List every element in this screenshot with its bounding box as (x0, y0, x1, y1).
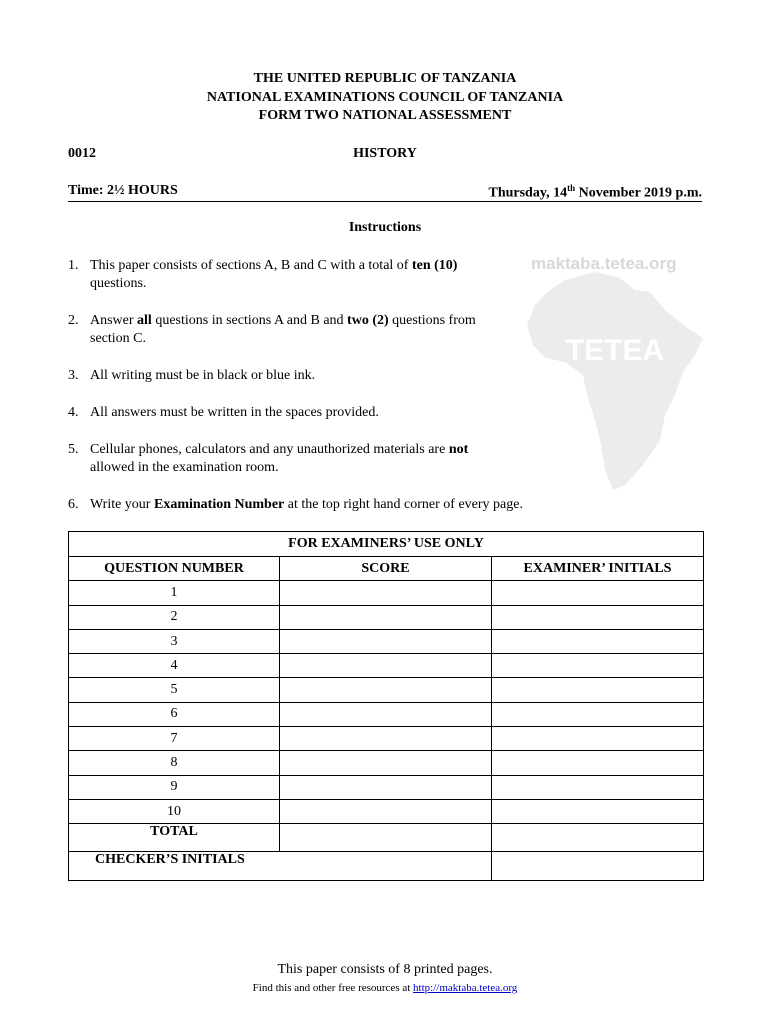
question-number: 9 (69, 775, 280, 799)
total-label: TOTAL (69, 824, 280, 852)
score-cell (280, 727, 492, 751)
instruction-2: 2. Answer all questions in sections A and B and two (2) questions from section C. (68, 313, 476, 346)
instruction-6: 6. Write your Examination Number at the top right hand corner of every page. (68, 497, 523, 512)
instruction-1: 1. This paper consists of sections A, B and C with a total of ten (10) questions. (68, 258, 458, 291)
initials-cell (492, 727, 704, 751)
instruction-3: 3. All writing must be in black or blue ink. (68, 368, 316, 383)
header-line-2: NATIONAL EXAMINATIONS COUNCIL OF TANZANIA (206, 90, 564, 105)
instruction-4: 4. All answers must be written in the spaces provided. (68, 405, 379, 420)
tetea-watermark (525, 250, 705, 495)
paper-subject: HISTORY (353, 146, 417, 161)
col-score: SCORE (280, 557, 492, 581)
table-row (69, 702, 704, 726)
score-cell (280, 654, 492, 678)
score-cell (280, 605, 492, 629)
score-cell (280, 581, 492, 605)
table-row (69, 605, 704, 629)
page-count: This paper consists of 8 printed pages. (277, 962, 493, 977)
table-row (69, 727, 704, 751)
score-cell (280, 751, 492, 775)
question-number: 5 (69, 678, 280, 702)
resource-link[interactable]: http://maktaba.tetea.org (413, 982, 518, 994)
time-allowed: Time: 2½ HOURS (68, 183, 178, 198)
col-examiner-initials: EXAMINER’ INITIALS (492, 557, 704, 581)
question-number: 7 (69, 727, 280, 751)
score-cell (280, 775, 492, 799)
initials-cell (492, 751, 704, 775)
table-row (69, 775, 704, 799)
total-score-cell (280, 824, 492, 852)
question-number: 3 (69, 629, 280, 653)
watermark-site: maktaba.tetea.org (531, 254, 677, 273)
table-title: FOR EXAMINERS’ USE ONLY (69, 532, 704, 557)
table-row (69, 654, 704, 678)
initials-cell (492, 605, 704, 629)
table-row (69, 751, 704, 775)
score-cell (280, 678, 492, 702)
col-question-number: QUESTION NUMBER (69, 557, 280, 581)
initials-cell (492, 799, 704, 823)
table-row (69, 678, 704, 702)
question-number: 1 (69, 581, 280, 605)
table-row (69, 799, 704, 823)
paper-code: 0012 (68, 146, 96, 161)
initials-cell (492, 678, 704, 702)
instructions-heading: Instructions (348, 220, 422, 235)
resource-note: Find this and other free resources at http://maktaba.tetea.org (252, 982, 518, 994)
table-row (69, 581, 704, 605)
initials-cell (492, 654, 704, 678)
question-number: 2 (69, 605, 280, 629)
header-line-1: THE UNITED REPUBLIC OF TANZANIA (253, 71, 517, 86)
instruction-5: 5. Cellular phones, calculators and any unauthorized materials are not allowed in the examination room. (68, 442, 469, 475)
score-cell (280, 702, 492, 726)
score-cell (280, 799, 492, 823)
svg-text:TETEA: TETEA (565, 334, 665, 367)
exam-date: Thursday, 14th November 2019 p.m. (488, 183, 702, 201)
total-initials-cell (492, 824, 704, 852)
africa-map-icon (525, 250, 705, 495)
initials-cell (492, 581, 704, 605)
checker-initials-cell (492, 852, 704, 881)
initials-cell (492, 702, 704, 726)
question-number: 4 (69, 654, 280, 678)
score-cell (280, 629, 492, 653)
examiners-table (68, 531, 704, 881)
table-row (69, 629, 704, 653)
header-line-3: FORM TWO NATIONAL ASSESSMENT (258, 108, 512, 123)
initials-cell (492, 775, 704, 799)
question-number: 10 (69, 799, 280, 823)
checker-initials-label: CHECKER’S INITIALS (69, 852, 492, 881)
initials-cell (492, 629, 704, 653)
header-rule (68, 201, 702, 202)
question-number: 6 (69, 702, 280, 726)
question-number: 8 (69, 751, 280, 775)
